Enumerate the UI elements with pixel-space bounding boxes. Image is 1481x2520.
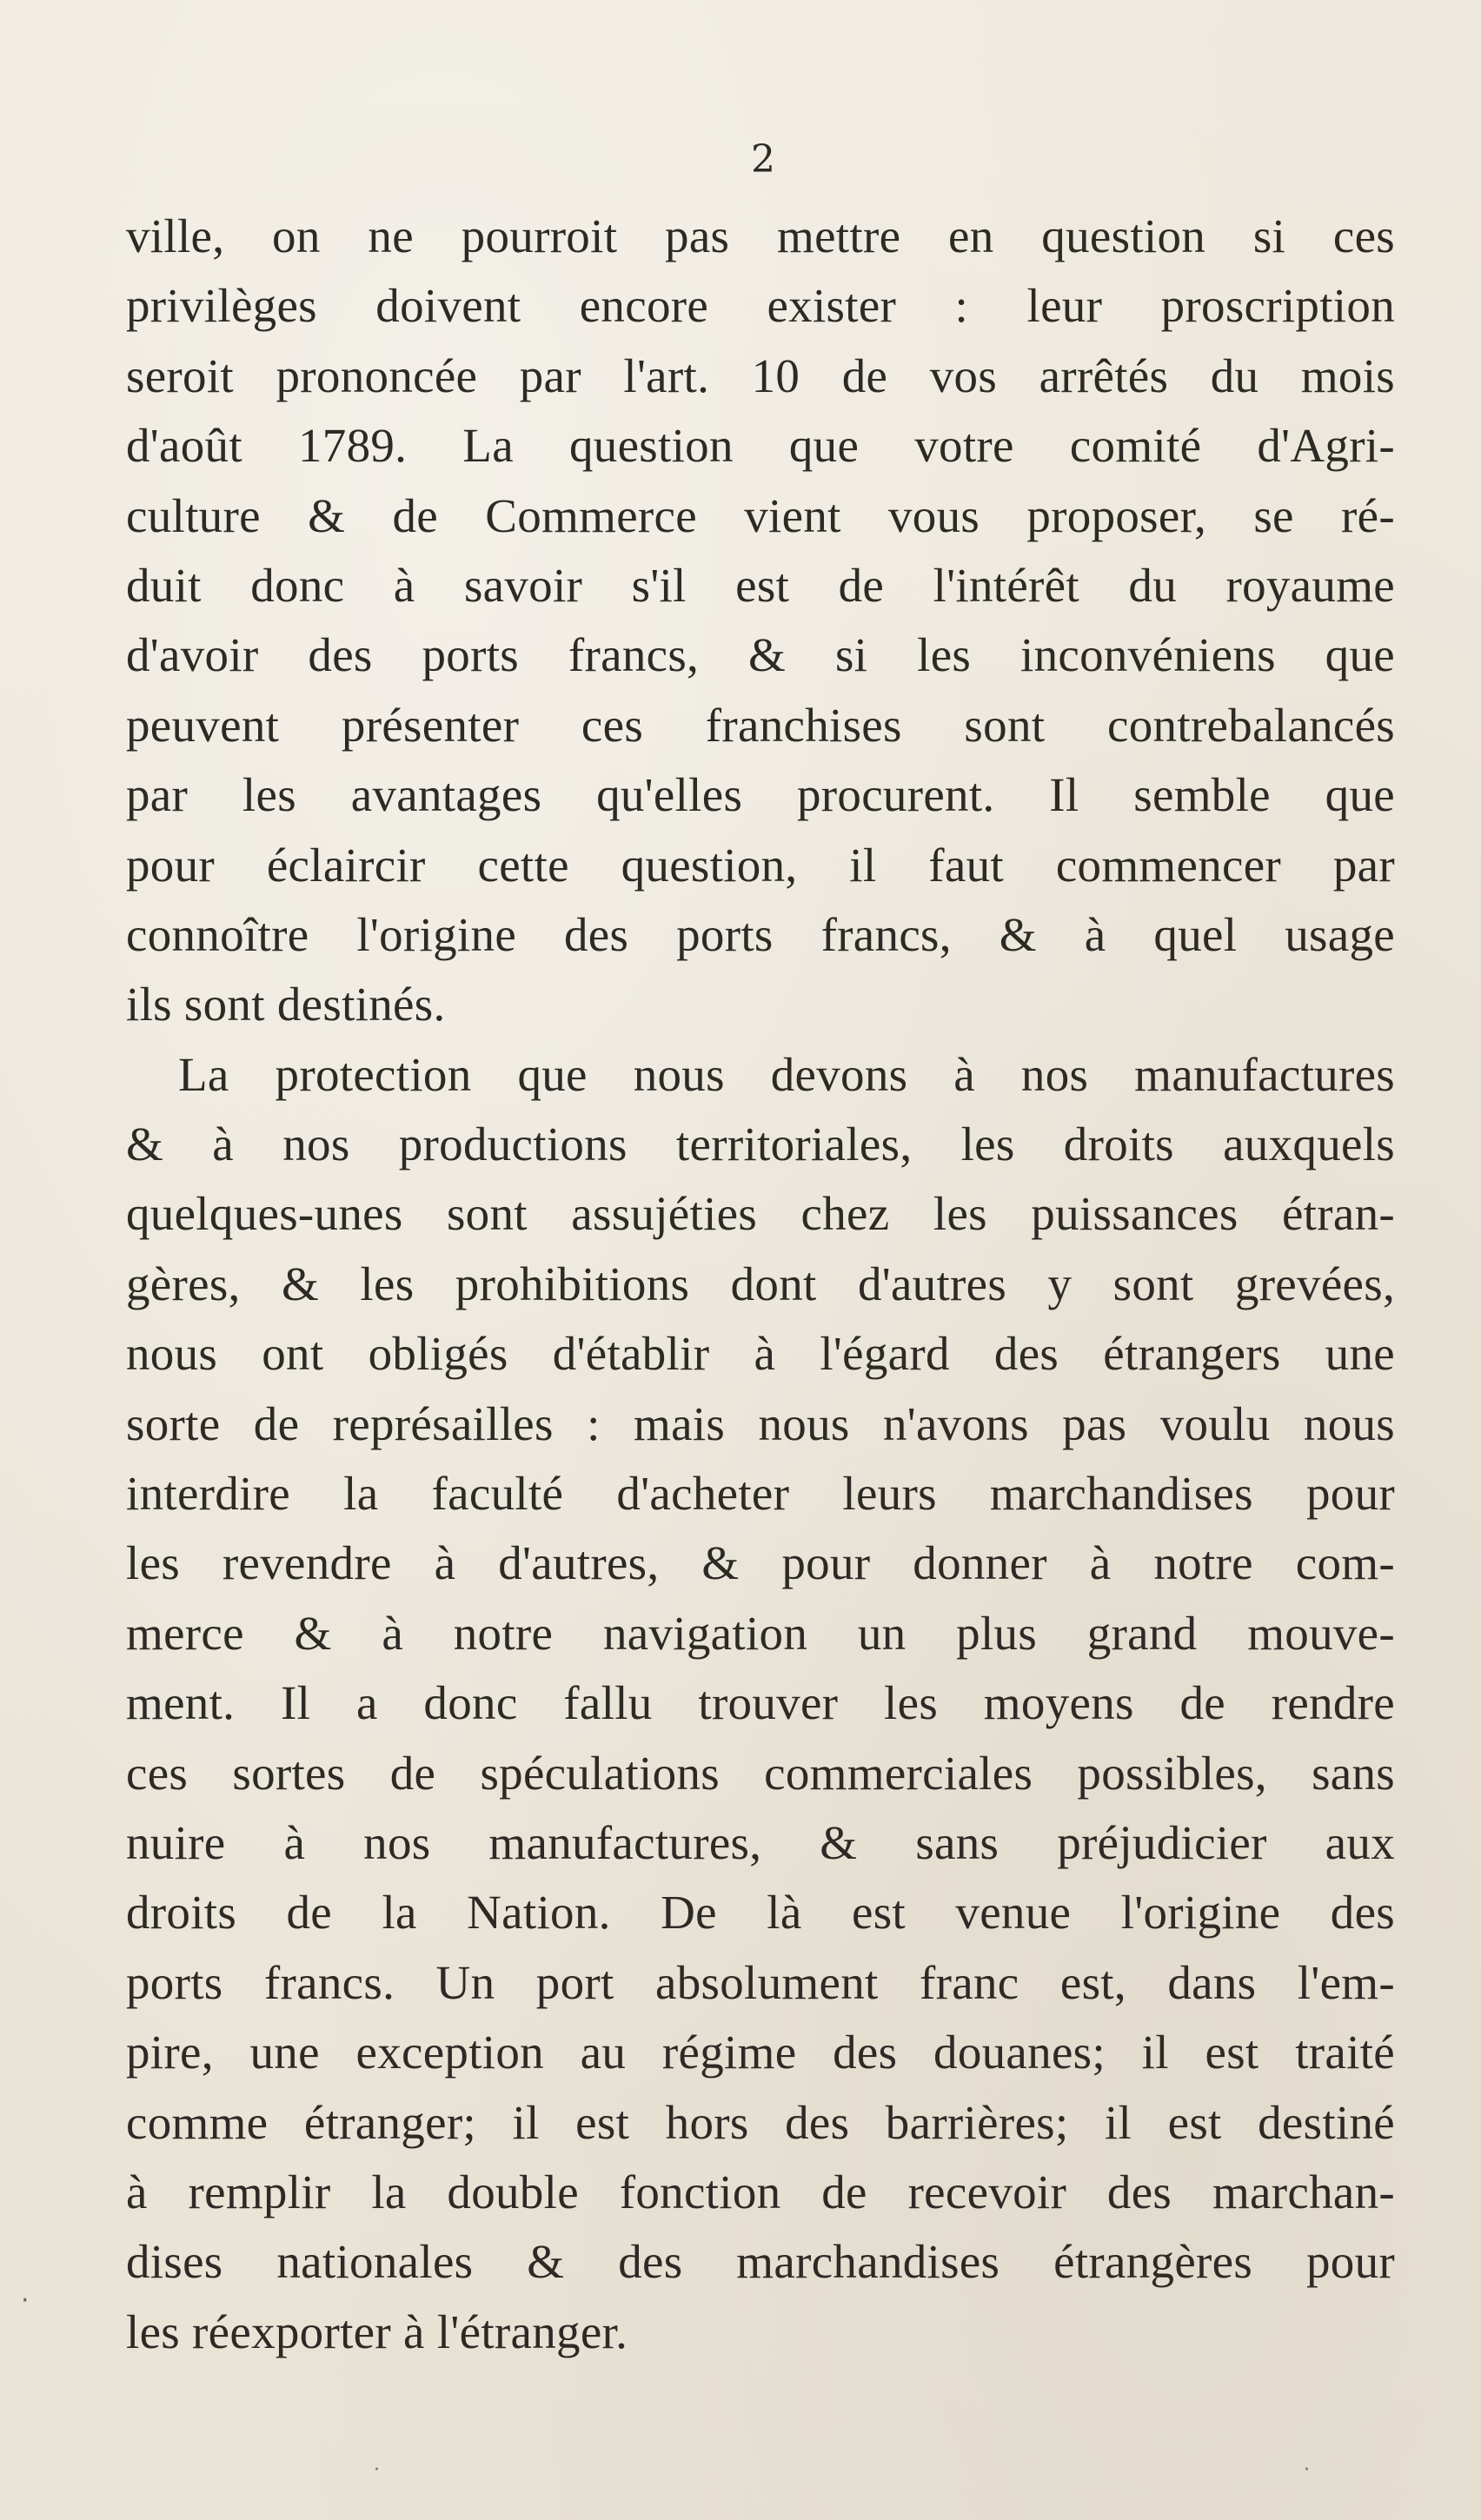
text-line: La protection que nous devons à nos manufactures: [178, 1047, 1395, 1101]
text-line: ment. Il a donc fallu trouver les moyens de rendre: [126, 1676, 1395, 1730]
text-line: dises nationales & des marchandises étrangères pour: [126, 2235, 1395, 2289]
text-line: droits de la Nation. De là est venue l'origine des: [126, 1886, 1395, 1940]
text-line: interdire la faculté d'acheter leurs marchandises pour: [126, 1467, 1395, 1521]
text-line: nuire à nos manufactures, & sans préjudicier aux: [126, 1815, 1395, 1869]
text-line: les revendre à d'autres, & pour donner à notre com-: [126, 1536, 1395, 1590]
text-line: peuvent présenter ces franchises sont contrebalancés: [126, 698, 1395, 752]
text-line: d'avoir des ports francs, & si les inconvéniens que: [126, 628, 1395, 682]
text-line: comme étranger; il est hors des barrières; il est destiné: [126, 2095, 1395, 2149]
text-line: merce & à notre navigation un plus grand mouve-: [126, 1606, 1395, 1660]
scan-speck: ·: [1304, 2459, 1310, 2481]
text-line: seroit prononcée par l'art. 10 de vos arrêtés du mois: [126, 348, 1395, 402]
text-line: ports francs. Un port absolument franc est, dans l'em-: [126, 1955, 1395, 2009]
text-line: ils sont destinés.: [126, 978, 446, 1031]
text-line: gères, & les prohibitions dont d'autres y sont grevées,: [126, 1257, 1395, 1310]
text-line: & à nos productions territoriales, les droits auxquels: [126, 1117, 1395, 1171]
text-line: pire, une exception au régime des douanes; il est traité: [126, 2026, 1395, 2079]
body-text: [126, 202, 1395, 2367]
scan-speck: ·: [21, 2285, 30, 2316]
page-number: 2: [751, 137, 775, 182]
text-line: par les avantages qu'elles procurent. Il semble que: [126, 768, 1395, 822]
text-line: connoître l'origine des ports francs, & à quel usage: [126, 907, 1395, 961]
text-line: d'août 1789. La question que votre comité d'Agri-: [126, 419, 1395, 473]
text-line: nous ont obligés d'établir à l'égard des étrangers une: [126, 1327, 1395, 1381]
text-line: quelques-unes sont assujéties chez les puissances étran-: [126, 1187, 1395, 1241]
text-line: duit donc à savoir s'il est de l'intérêt du royaume: [126, 558, 1395, 612]
text-line: privilèges doivent encore exister : leur proscription: [126, 279, 1395, 333]
text-line: ville, on ne pourroit pas mettre en question si ces: [126, 209, 1395, 262]
scan-speck: ·: [374, 2459, 380, 2481]
text-line: sorte de représailles : mais nous n'avons pas voulu nous: [126, 1396, 1395, 1450]
text-line: pour éclaircir cette question, il faut commencer par: [126, 838, 1395, 892]
text-line: culture & de Commerce vient vous proposer, se ré-: [126, 488, 1395, 542]
text-line: ces sortes de spéculations commerciales possibles, sans: [126, 1746, 1395, 1800]
text-line: à remplir la double fonction de recevoir des marchan-: [126, 2165, 1395, 2218]
text-line: les réexporter à l'étranger.: [126, 2304, 628, 2358]
